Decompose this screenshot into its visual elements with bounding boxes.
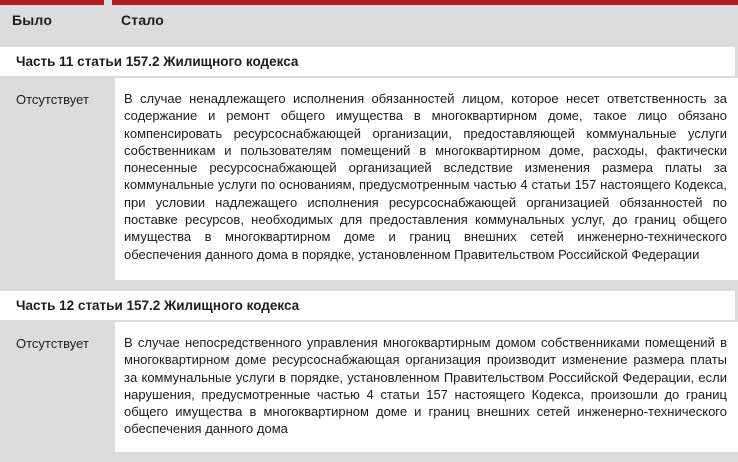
became-cell (115, 322, 738, 452)
table-bottom-band (0, 452, 738, 462)
was-cell (0, 322, 115, 452)
section-title-bar (0, 280, 738, 320)
was-text: Отсутствует (16, 336, 89, 351)
header-accent-bar-left (0, 0, 104, 5)
table-header (0, 0, 738, 36)
column-header-was: Было (12, 12, 53, 28)
section-title-bar (0, 36, 738, 76)
header-accent-bar-right (112, 0, 738, 5)
comparison-row (0, 322, 738, 452)
was-cell (0, 78, 115, 280)
became-cell (115, 78, 738, 280)
section-title-cell (0, 291, 735, 320)
comparison-row (0, 78, 738, 280)
became-text: В случае непосредственного управления многоквартирным домом собственниками помещений в многоквартирном доме ресурсоснабжающая организация производит изменение размера платы за коммунальные услуги в порядке, установленном Правительством Российской Федерации, если нарушения, предусмотренные частью 4 статьи 157 настоящего Кодекса, произошли до границ общего имущества в многоквартирном доме и границ внешних сетей инженерно-технического обеспечения данного дома (124, 335, 727, 437)
column-header-became: Стало (121, 12, 165, 28)
was-text: Отсутствует (16, 92, 89, 107)
section-title: Часть 11 статьи 157.2 Жилищного кодекса (16, 54, 299, 69)
section-title-cell (0, 47, 735, 76)
section-title: Часть 12 статьи 157.2 Жилищного кодекса (16, 298, 300, 313)
became-text: В случае ненадлежащего исполнения обязанностей лицом, которое несет ответственность за содержание и ремонт общего имущества в многоквартирном доме, такое лицо обязано компенсировать ресурсоснабжающей организации, предоставляющей коммунальные услуги собственникам и пользователям помещений в многоквартирном доме, расходы, фактически понесенные ресурсоснабжающей организацией вследствие изменения размера платы за коммунальные услуги по основаниям, предусмотренным частью 4 статьи 157 настоящего Кодекса, при условии надлежащего исполнения ресурсоснабжающей организацией обязанностей по поставке ресурсов, необходимых для предоставления коммунальных услуг, до границ общего имущества в многоквартирном доме и границ внешних сетей инженерно-технического обеспечения данного дома в порядке, установленном Правительством Российской Федерации (124, 91, 727, 262)
